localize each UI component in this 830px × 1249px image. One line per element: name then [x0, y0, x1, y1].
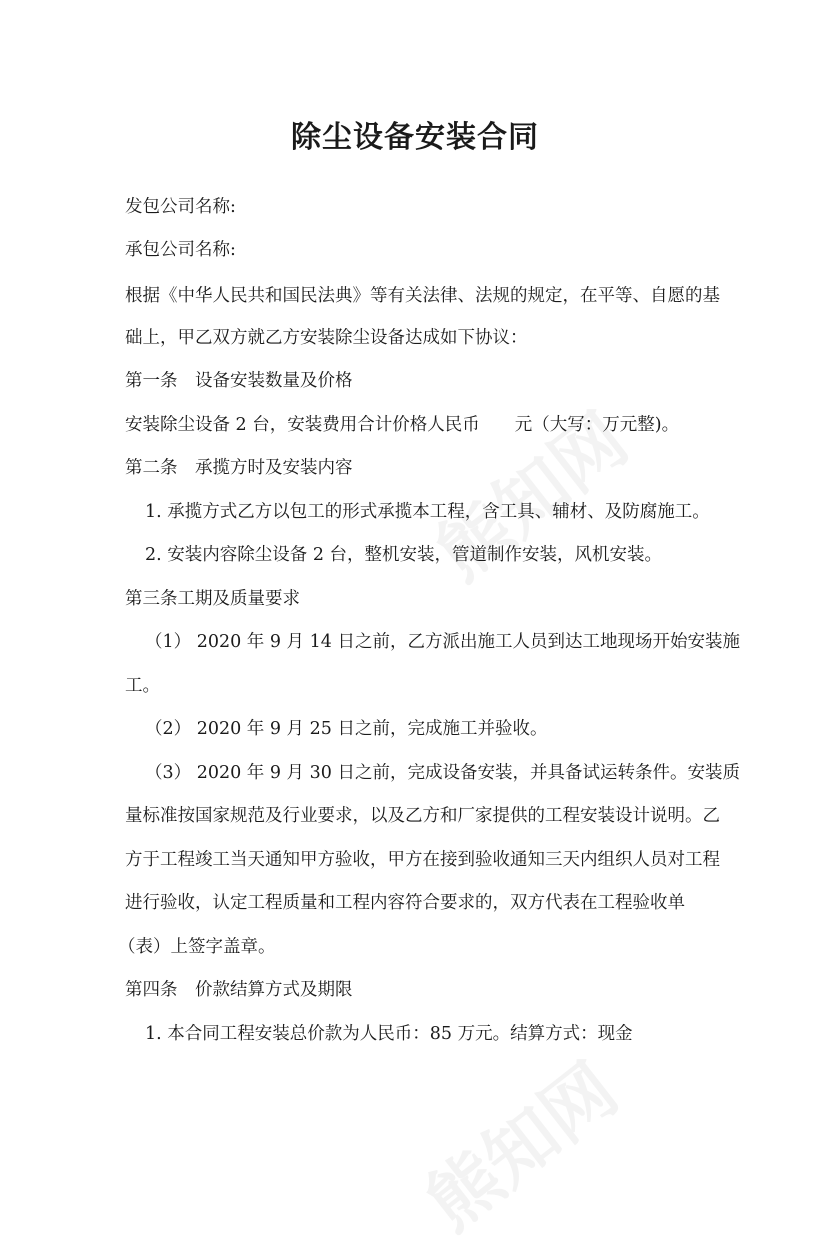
article-3-para-1-line-1: （1） 2020 年 9 月 14 日之前，乙方派出施工人员到达工地现场开始安装施	[145, 632, 740, 652]
watermark-bottom	[401, 1035, 635, 1249]
article-1-text: 安装除尘设备 2 台，安装费用合计价格人民币 元（大写：万元整)。	[125, 415, 680, 435]
article-3-para-3-line-4: 进行验收，认定工程质量和工程内容符合要求的，双方代表在工程验收单	[125, 893, 685, 913]
article-2-item-2: 2. 安装内容除尘设备 2 台，整机安装，管道制作安装，风机安装。	[145, 545, 663, 565]
article-1-heading: 第一条 设备安装数量及价格	[125, 371, 353, 391]
preamble-line-2: 础上，甲乙双方就乙方安装除尘设备达成如下协议：	[125, 328, 528, 348]
article-3-para-3-line-5: （表）上签字盖章。	[118, 937, 276, 957]
article-3-para-3-line-2: 量标准按国家规范及行业要求，以及乙方和厂家提供的工程安装设计说明。乙	[125, 806, 720, 826]
party-a-label: 发包公司名称:	[125, 197, 236, 217]
article-3-para-2: （2） 2020 年 9 月 25 日之前，完成施工并验收。	[145, 719, 548, 739]
article-2-item-1: 1. 承揽方式乙方以包工的形式承揽本工程，含工具、辅材、及防腐施工。	[145, 502, 710, 522]
article-3-heading: 第三条工期及质量要求	[125, 589, 300, 609]
article-4-heading: 第四条 价款结算方式及期限	[125, 980, 353, 1000]
party-b-label: 承包公司名称:	[125, 240, 236, 260]
article-2-heading: 第二条 承揽方时及安装内容	[125, 458, 353, 478]
article-4-item-1: 1. 本合同工程安装总价款为人民币：85 万元。结算方式：现金	[145, 1024, 633, 1044]
article-3-para-3-line-1: （3） 2020 年 9 月 30 日之前，完成设备安装，并具备试运转条件。安装质	[145, 763, 740, 783]
article-3-para-1-line-2: 工。	[125, 676, 160, 696]
document-title: 除尘设备安装合同	[291, 120, 539, 155]
preamble-line-1: 根据《中华人民共和国民法典》等有关法律、法规的规定，在平等、自愿的基	[125, 286, 720, 306]
article-3-para-3-line-3: 方于工程竣工当天通知甲方验收，甲方在接到验收通知三天内组织人员对工程	[125, 850, 720, 870]
